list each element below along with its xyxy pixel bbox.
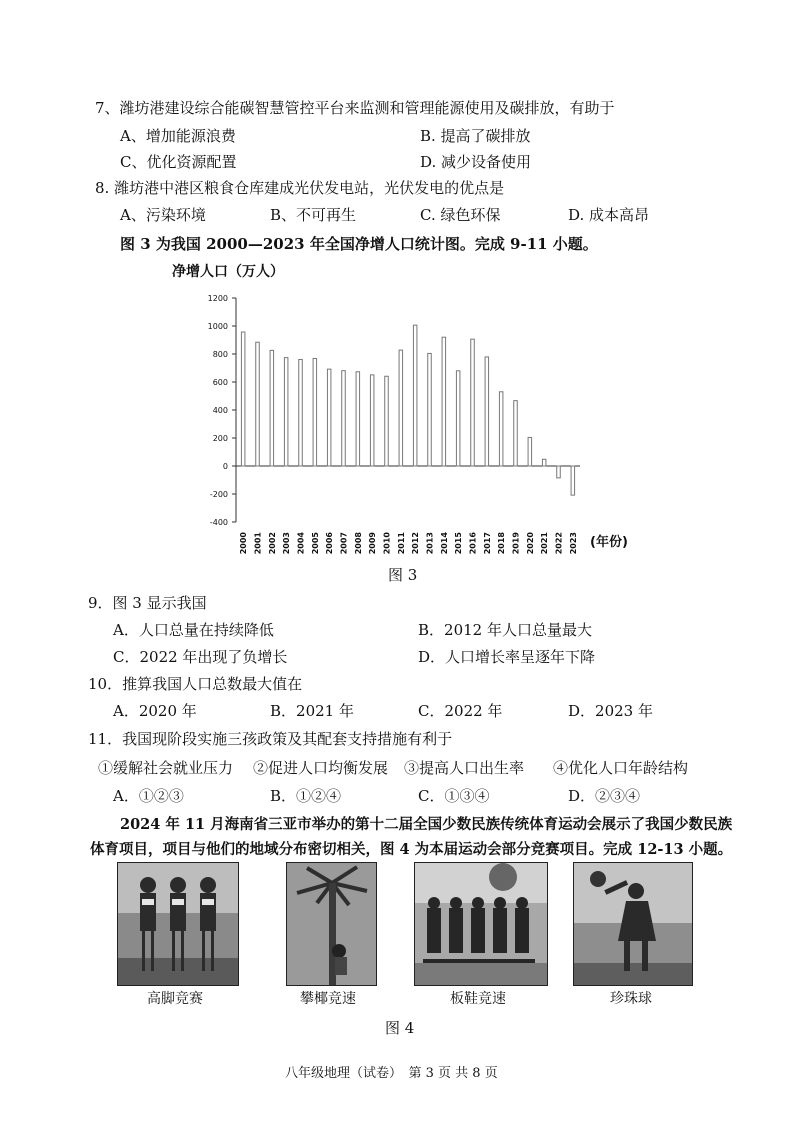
q7-option-a: A、增加能源浪费: [120, 127, 236, 145]
bar-2000: [241, 332, 245, 466]
q8-option-d: D. 成本高昂: [568, 206, 650, 224]
q11-option-d: D．②③④: [568, 787, 641, 805]
q9-option-b: B．2012 年人口总量最大: [418, 621, 592, 639]
q11-option-a: A．①②③: [113, 787, 184, 805]
y-tick-label: 800: [212, 350, 228, 359]
x-tick-label: 2022: [554, 532, 564, 555]
photo-pearl-ball: [573, 862, 693, 986]
bar-2023: [571, 466, 575, 495]
bar-2011: [399, 350, 403, 466]
bar-2017: [485, 357, 489, 466]
y-tick-label: 1200: [207, 294, 228, 303]
q8-option-a: A、污染环境: [120, 206, 206, 224]
x-tick-label: 2023: [568, 532, 578, 555]
bar-2021: [542, 459, 546, 466]
bar-2015: [456, 371, 460, 466]
bar-2006: [327, 369, 331, 466]
q10-option-c: C．2022 年: [418, 702, 503, 720]
bar-2001: [256, 342, 260, 466]
bar-2012: [413, 325, 417, 466]
y-tick-label: 600: [212, 378, 228, 387]
x-tick-label: 2021: [540, 532, 550, 555]
bar-2010: [385, 376, 389, 466]
x-axis-label: (年份): [590, 535, 628, 550]
q11-option-b: B．①②④: [270, 787, 342, 805]
x-tick-label: 2019: [511, 532, 521, 555]
y-axis-label: 净增人口（万人）: [172, 264, 284, 280]
x-tick-label: 2010: [382, 532, 392, 555]
x-tick-label: 2011: [396, 532, 406, 555]
photo-coconut-climb: [286, 862, 377, 986]
net-population-chart: [170, 258, 640, 558]
q11-item-1: ①缓解社会就业压力: [98, 759, 234, 777]
q10-option-d: D．2023 年: [568, 702, 653, 720]
q9-option-c: C．2022 年出现了负增长: [113, 648, 288, 666]
x-tick-label: 2017: [482, 532, 492, 555]
q11-item-2: ②促进人口均衡发展: [253, 759, 389, 777]
q10-option-a: A．2020 年: [113, 702, 197, 720]
bar-2020: [528, 437, 532, 466]
bar-2022: [557, 466, 561, 478]
photo-board-shoe-race: [414, 862, 548, 986]
x-tick-label: 2018: [497, 532, 507, 555]
x-tick-label: 2020: [525, 532, 535, 555]
photo-caption-pearl-ball: 珍珠球: [610, 991, 652, 1007]
q11-item-3: ③提高人口出生率: [404, 759, 525, 777]
bar-2014: [442, 337, 446, 466]
q10-option-b: B．2021 年: [270, 702, 354, 720]
page-footer: 八年级地理（试卷） 第 3 页 共 8 页: [285, 1066, 498, 1081]
y-tick-label: -200: [209, 490, 228, 499]
bar-2009: [370, 375, 374, 466]
photo-stilt-race: [117, 862, 239, 986]
y-tick-label: 0: [222, 462, 228, 471]
q10-stem: 10．推算我国人口总数最大值在: [88, 675, 303, 693]
x-tick-label: 2004: [296, 532, 306, 555]
q11-option-c: C．①③④: [418, 787, 490, 805]
q9-option-d: D．人口增长率呈逐年下降: [418, 648, 596, 666]
x-tick-label: 2007: [339, 532, 349, 555]
fig4-caption: 图 4: [385, 1019, 415, 1037]
x-tick-label: 2013: [425, 532, 435, 555]
bar-2002: [270, 350, 274, 466]
bar-2016: [471, 339, 475, 466]
bar-2005: [313, 358, 317, 466]
q8-stem: 8. 潍坊港中港区粮食仓库建成光伏发电站，光伏发电的优点是: [95, 179, 505, 197]
q8-option-b: B、不可再生: [270, 206, 357, 224]
q7-option-d: D. 减少设备使用: [420, 153, 532, 171]
fig3-caption: 图 3: [388, 566, 418, 584]
q9-stem: 9．图 3 显示我国: [88, 594, 207, 612]
q9-option-a: A．人口总量在持续降低: [113, 621, 274, 639]
y-tick-label: -400: [209, 518, 228, 527]
q7-option-c: C、优化资源配置: [120, 153, 237, 171]
fig4-intro-line2: 体育项目，项目与他们的地域分布密切相关，图 4 为本届运动会部分竞赛项目。完成 12-13 小题。: [90, 841, 733, 858]
y-tick-label: 400: [212, 406, 228, 415]
bar-2004: [299, 359, 303, 466]
fig3-intro: 图 3 为我国 2000—2023 年全国净增人口统计图。完成 9-11 小题。: [120, 235, 598, 253]
bar-2013: [428, 353, 432, 466]
x-tick-label: 2015: [454, 532, 464, 555]
q7-option-b: B. 提高了碳排放: [420, 127, 531, 145]
bar-2019: [514, 401, 518, 466]
fig4-intro-line1: 2024 年 11 月海南省三亚市举办的第十二届全国少数民族传统体育运动会展示了我国少数民族: [120, 816, 733, 833]
bar-2003: [284, 358, 288, 466]
bar-2007: [342, 371, 346, 466]
bar-2008: [356, 372, 360, 466]
q7-stem: 7、潍坊港建设综合能碳智慧管控平台来监测和管理能源使用及碳排放，有助于: [95, 99, 615, 117]
x-tick-label: 2003: [282, 532, 292, 555]
q11-item-4: ④优化人口年龄结构: [553, 759, 689, 777]
x-tick-label: 2008: [353, 532, 363, 555]
x-tick-label: 2001: [253, 532, 263, 555]
y-tick-label: 200: [212, 434, 228, 443]
q11-stem: 11．我国现阶段实施三孩政策及其配套支持措施有利于: [88, 730, 453, 748]
q8-option-c: C. 绿色环保: [420, 206, 501, 224]
x-tick-label: 2006: [325, 532, 335, 555]
bar-2018: [499, 392, 503, 466]
x-tick-label: 2014: [439, 532, 449, 555]
photo-caption-board-shoe-race: 板鞋竞速: [450, 991, 506, 1007]
photo-caption-stilt-race: 高脚竞赛: [147, 991, 203, 1007]
y-tick-label: 1000: [207, 322, 228, 331]
x-tick-label: 2000: [239, 532, 249, 555]
x-tick-label: 2002: [267, 532, 277, 555]
photo-caption-coconut-climb: 攀椰竞速: [300, 991, 356, 1007]
chart-svg: [170, 258, 640, 558]
x-tick-label: 2009: [368, 532, 378, 555]
x-tick-label: 2005: [310, 532, 320, 555]
x-tick-label: 2016: [468, 532, 478, 555]
x-tick-label: 2012: [411, 532, 421, 555]
